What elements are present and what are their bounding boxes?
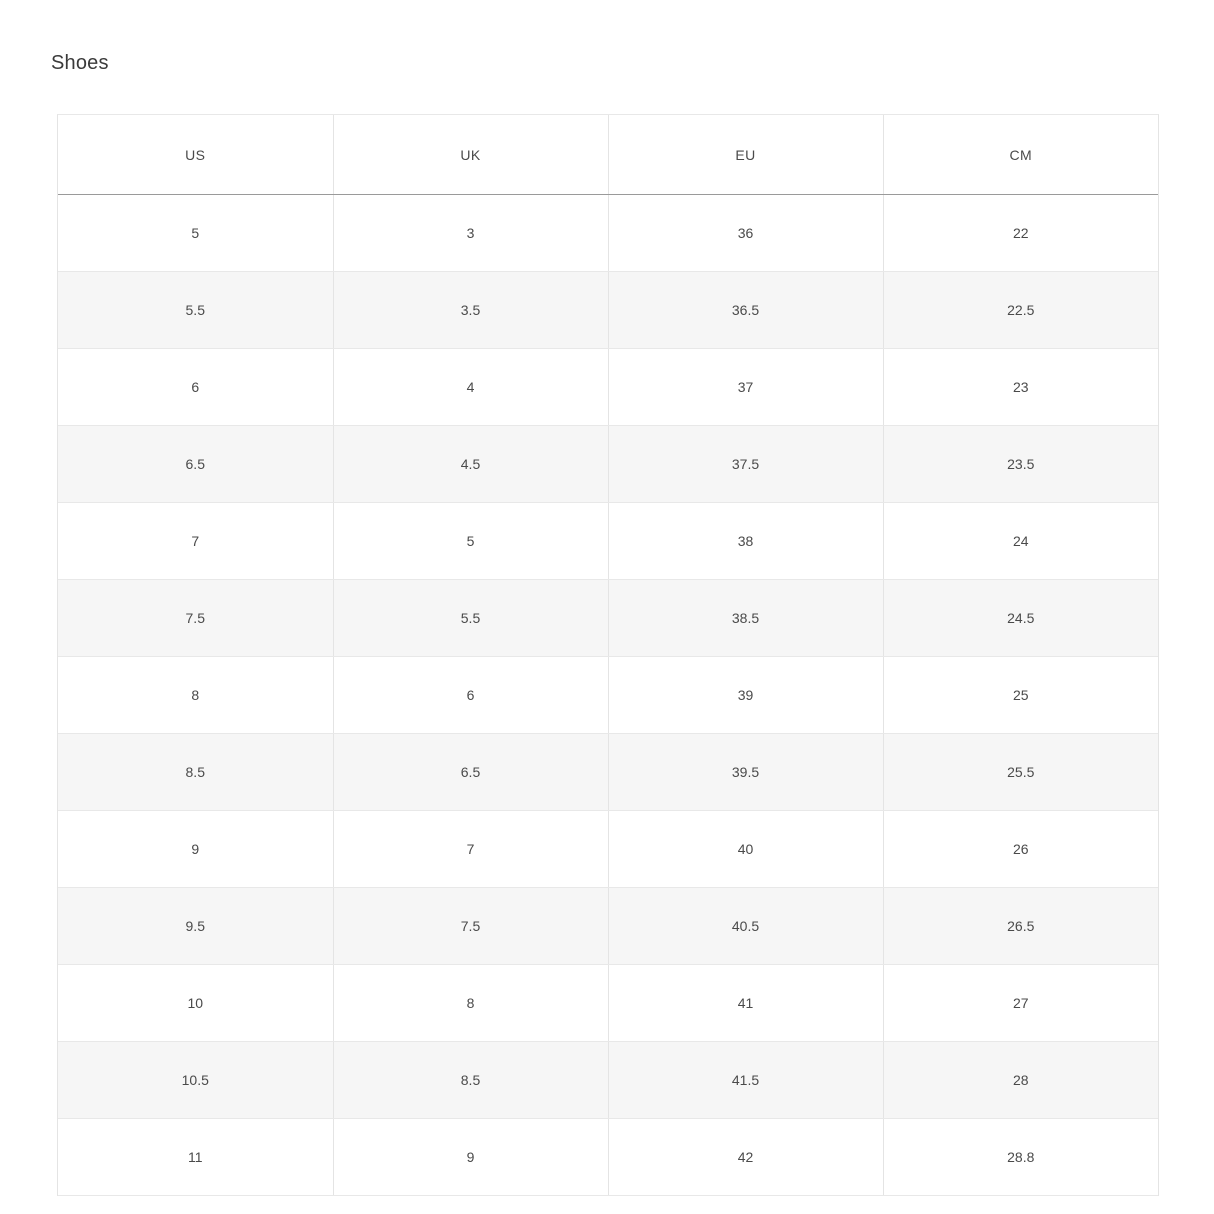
cell-us: 5.5 <box>58 272 333 349</box>
cell-us: 10.5 <box>58 1042 333 1119</box>
cell-cm: 22 <box>883 195 1158 272</box>
table-row <box>58 888 1158 965</box>
size-table-container <box>57 114 1159 1196</box>
table-row <box>58 503 1158 580</box>
table-row <box>58 734 1158 811</box>
table-row <box>58 349 1158 426</box>
cell-uk: 8.5 <box>333 1042 608 1119</box>
cell-eu: 41 <box>608 965 883 1042</box>
cell-eu: 41.5 <box>608 1042 883 1119</box>
table-row <box>58 965 1158 1042</box>
table-row <box>58 811 1158 888</box>
cell-cm: 24 <box>883 503 1158 580</box>
cell-eu: 39 <box>608 657 883 734</box>
cell-cm: 28.8 <box>883 1119 1158 1196</box>
cell-uk: 7.5 <box>333 888 608 965</box>
cell-us: 7 <box>58 503 333 580</box>
cell-eu: 38 <box>608 503 883 580</box>
table-row <box>58 657 1158 734</box>
cell-eu: 38.5 <box>608 580 883 657</box>
cell-us: 9.5 <box>58 888 333 965</box>
cell-uk: 4 <box>333 349 608 426</box>
page-title: Shoes <box>51 52 109 74</box>
cell-uk: 3.5 <box>333 272 608 349</box>
cell-eu: 37 <box>608 349 883 426</box>
cell-cm: 27 <box>883 965 1158 1042</box>
table-header <box>58 115 1158 195</box>
cell-cm: 23.5 <box>883 426 1158 503</box>
cell-eu: 40 <box>608 811 883 888</box>
cell-cm: 24.5 <box>883 580 1158 657</box>
column-header-eu: EU <box>608 115 883 195</box>
table-header-row <box>58 115 1158 195</box>
cell-uk: 6 <box>333 657 608 734</box>
cell-cm: 25.5 <box>883 734 1158 811</box>
cell-eu: 42 <box>608 1119 883 1196</box>
cell-cm: 26.5 <box>883 888 1158 965</box>
cell-uk: 4.5 <box>333 426 608 503</box>
table-row <box>58 272 1158 349</box>
cell-cm: 28 <box>883 1042 1158 1119</box>
cell-uk: 3 <box>333 195 608 272</box>
cell-cm: 26 <box>883 811 1158 888</box>
cell-us: 11 <box>58 1119 333 1196</box>
cell-eu: 36 <box>608 195 883 272</box>
cell-us: 9 <box>58 811 333 888</box>
table-row <box>58 580 1158 657</box>
table-row <box>58 1119 1158 1196</box>
cell-us: 8 <box>58 657 333 734</box>
cell-eu: 37.5 <box>608 426 883 503</box>
column-header-uk: UK <box>333 115 608 195</box>
cell-uk: 5.5 <box>333 580 608 657</box>
cell-uk: 5 <box>333 503 608 580</box>
column-header-us: US <box>58 115 333 195</box>
cell-us: 10 <box>58 965 333 1042</box>
cell-cm: 23 <box>883 349 1158 426</box>
table-row <box>58 1042 1158 1119</box>
cell-us: 6.5 <box>58 426 333 503</box>
cell-cm: 22.5 <box>883 272 1158 349</box>
column-header-cm: CM <box>883 115 1158 195</box>
cell-us: 5 <box>58 195 333 272</box>
table-body <box>58 195 1158 1196</box>
cell-uk: 9 <box>333 1119 608 1196</box>
cell-us: 7.5 <box>58 580 333 657</box>
table-row <box>58 426 1158 503</box>
cell-uk: 8 <box>333 965 608 1042</box>
size-table <box>58 115 1158 1196</box>
cell-cm: 25 <box>883 657 1158 734</box>
cell-us: 8.5 <box>58 734 333 811</box>
cell-eu: 40.5 <box>608 888 883 965</box>
cell-uk: 7 <box>333 811 608 888</box>
cell-eu: 36.5 <box>608 272 883 349</box>
table-row <box>58 195 1158 272</box>
cell-eu: 39.5 <box>608 734 883 811</box>
cell-us: 6 <box>58 349 333 426</box>
cell-uk: 6.5 <box>333 734 608 811</box>
